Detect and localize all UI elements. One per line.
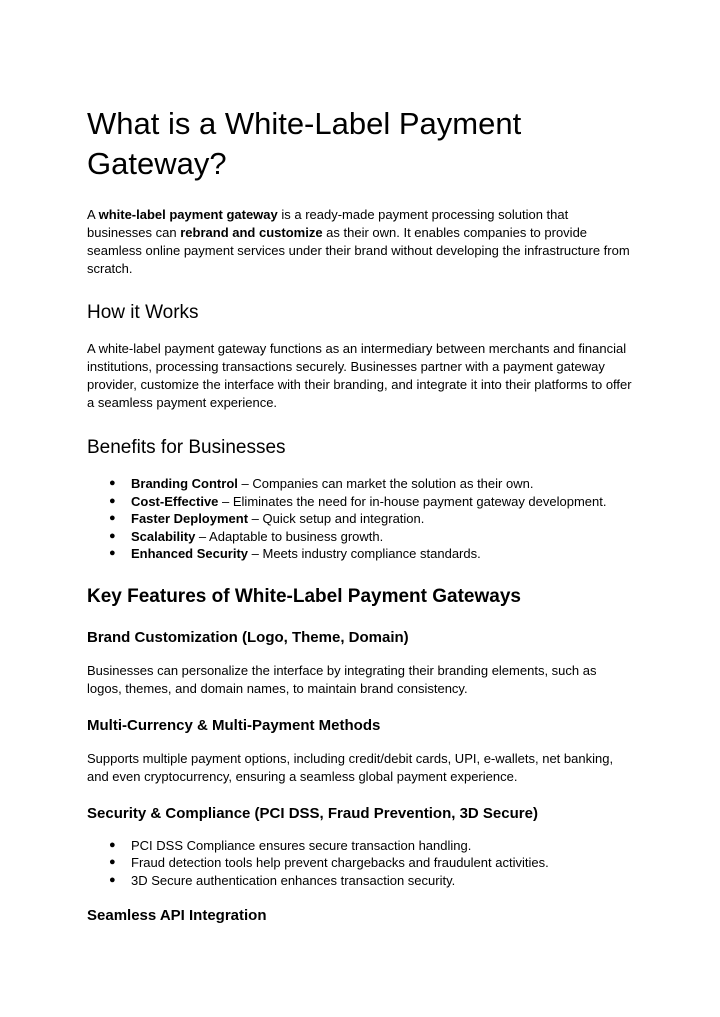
bullet-icon: ● bbox=[109, 529, 116, 542]
security-item-text: Fraud detection tools help prevent chargebacks and fraudulent activities. bbox=[131, 855, 549, 870]
list-item bbox=[87, 545, 632, 563]
list-item bbox=[87, 872, 632, 890]
list-item bbox=[87, 528, 632, 546]
brand-customization-heading: Brand Customization (Logo, Theme, Domain) bbox=[87, 628, 409, 646]
intro-text-3: as their own. It enables companies to provide seamless online payment services under their brand without developing the infrastructure from scratch. bbox=[87, 225, 630, 276]
security-item-text: PCI DSS Compliance ensures secure transaction handling. bbox=[131, 837, 472, 853]
bullet-icon: ● bbox=[109, 477, 116, 489]
bullet-icon: ● bbox=[109, 838, 116, 851]
benefit-title: Enhanced Security bbox=[131, 546, 249, 561]
how-it-works-paragraph: A white-label payment gateway functions as an intermediary between merchants and financial institutions, processing transactions securely. Businesses partner with a payment gateway provider, customize the interface with their branding, and integrate it into their platforms to offer a seamless payment experience. bbox=[87, 341, 632, 410]
benefit-title: Faster Deployment bbox=[131, 511, 249, 526]
benefit-text: – Companies can market the solution as their own. bbox=[237, 476, 534, 491]
benefit-text: – Meets industry compliance standards. bbox=[248, 546, 481, 561]
security-item-text: 3D Secure authentication enhances transaction security. bbox=[131, 872, 456, 888]
intro-bold-1: white-label payment gateway bbox=[98, 207, 278, 222]
intro-bold-2: rebrand and customize bbox=[180, 225, 323, 240]
bullet-icon: ● bbox=[109, 512, 116, 524]
intro-paragraph bbox=[87, 206, 632, 278]
benefit-title: Scalability bbox=[131, 528, 196, 544]
benefit-title: Cost-Effective bbox=[131, 493, 219, 509]
bullet-icon: ● bbox=[109, 856, 116, 868]
multi-currency-paragraph: Supports multiple payment options, including credit/debit cards, UPI, e-wallets, net banking, and even cryptocurrency, ensuring a seamless global payment experience. bbox=[87, 750, 614, 784]
list-item bbox=[87, 493, 632, 511]
document-content bbox=[87, 104, 632, 925]
list-item bbox=[87, 510, 632, 528]
security-list bbox=[87, 837, 632, 890]
security-compliance-heading: Security & Compliance (PCI DSS, Fraud Prevention, 3D Secure) bbox=[87, 804, 538, 822]
intro-text-1: A bbox=[87, 207, 99, 222]
brand-customization-paragraph: Businesses can personalize the interface by integrating their branding elements, such as logos, themes, and domain names, to maintain brand consistency. bbox=[87, 662, 597, 696]
bullet-icon: ● bbox=[109, 873, 116, 886]
benefits-heading: Benefits for Businesses bbox=[87, 437, 286, 458]
benefit-text: – Eliminates the need for in-house payment gateway development. bbox=[218, 493, 607, 509]
list-item bbox=[87, 854, 632, 872]
bullet-icon: ● bbox=[109, 494, 116, 507]
bullet-icon: ● bbox=[109, 547, 116, 559]
how-it-works-heading: How it Works bbox=[87, 302, 199, 323]
benefit-text: – Quick setup and integration. bbox=[248, 511, 425, 526]
list-item bbox=[87, 475, 632, 493]
multi-currency-heading: Multi-Currency & Multi-Payment Methods bbox=[87, 716, 381, 734]
benefit-text: – Adaptable to business growth. bbox=[195, 528, 384, 544]
intro-text-2: is a ready-made payment processing solution that businesses can bbox=[87, 207, 569, 240]
page-title: What is a White-Label Payment Gateway? bbox=[87, 106, 522, 181]
list-item bbox=[87, 837, 632, 855]
benefit-title: Branding Control bbox=[131, 476, 238, 491]
benefits-list bbox=[87, 475, 632, 563]
api-integration-heading: Seamless API Integration bbox=[87, 907, 267, 924]
key-features-heading: Key Features of White-Label Payment Gateways bbox=[87, 585, 521, 607]
